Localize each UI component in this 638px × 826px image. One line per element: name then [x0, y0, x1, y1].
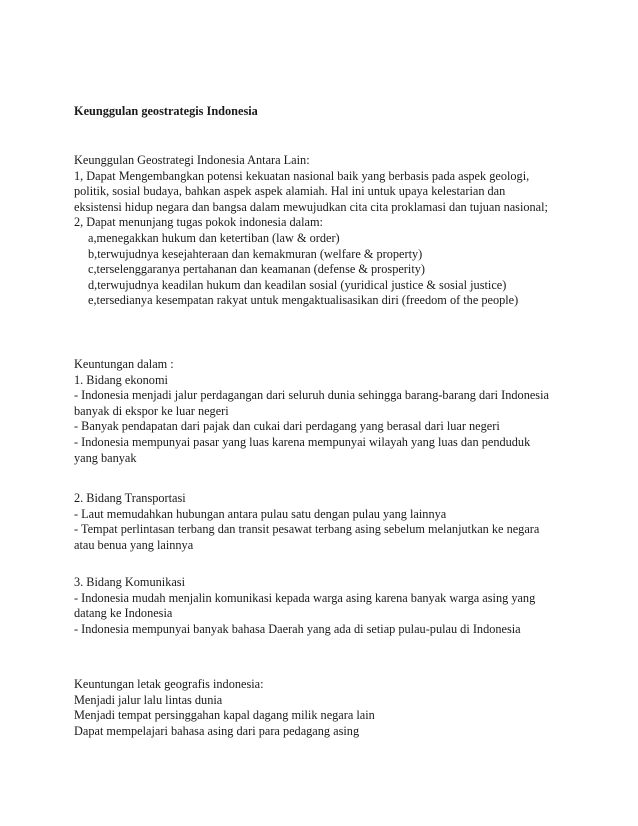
paragraph-line: yang banyak [74, 450, 137, 465]
geographic-advantages-section [74, 677, 574, 739]
paragraph-line: - Indonesia mempunyai banyak bahasa Daerah yang ada di setiap pulau-pulau di Indonesia [74, 621, 521, 636]
paragraph-line: - Laut memudahkan hubungan antara pulau satu dengan pulau yang lainnya [74, 506, 447, 521]
paragraph-line: banyak di ekspor ke luar negeri [74, 403, 229, 418]
paragraph-line: - Indonesia menjadi jalur perdagangan dari seluruh dunia sehingga barang-barang dari Indonesia [74, 388, 549, 403]
paragraph-line: eksistensi hidup negara dan bangsa dalam mewujudkan cita cita proklamasi dan tujuan nasional; [74, 199, 548, 214]
sub-list-item: d,terwujudnya keadilan hukum dan keadilan sosial (yuridical justice & sosial justice) [88, 277, 507, 292]
paragraph-line: 1. Bidang ekonomi [74, 372, 168, 387]
paragraph-line: Keuntungan dalam : [74, 357, 174, 371]
paragraph-line: - Tempat perlintasan terbang dan transit pesawat terbang asing sebelum melanjutkan ke negara [74, 522, 540, 537]
paragraph-line: politik, sosial budaya, bahkan aspek aspek alamiah. Hal ini untuk upaya kelestarian dan [74, 184, 506, 199]
paragraph-line: - Banyak pendapatan dari pajak dan cukai dari perdagang yang berasal dari luar negeri [74, 419, 500, 434]
paragraph-line: 2. Bidang Transportasi [74, 491, 186, 505]
paragraph-line: - Indonesia mudah menjalin komunikasi kepada warga asing karena banyak warga asing yang [74, 590, 536, 605]
paragraph-line: Keunggulan Geostrategi Indonesia Antara Lain: [74, 153, 310, 167]
paragraph-line: Menjadi tempat persinggahan kapal dagang milik negara lain [74, 708, 375, 723]
sub-list-item: b,terwujudnya kesejahteraan dan kemakmuran (welfare & property) [88, 246, 423, 261]
sub-list-item: c,terselenggaranya pertahanan dan keamanan (defense & prosperity) [88, 262, 425, 277]
paragraph-line: Dapat mempelajari bahasa asing dari para pedagang asing [74, 723, 360, 738]
economy-section [74, 357, 574, 466]
paragraph-line: - Indonesia mempunyai pasar yang luas karena mempunyai wilayah yang luas dan penduduk [74, 434, 531, 449]
paragraph-line: Keuntungan letak geografis indonesia: [74, 677, 264, 691]
paragraph-line: 3. Bidang Komunikasi [74, 575, 186, 589]
geostrategy-advantages-section [74, 153, 574, 309]
transport-section [74, 491, 574, 553]
document-title: Keunggulan geostrategis Indonesia [74, 104, 258, 118]
paragraph-line: atau benua yang lainnya [74, 537, 194, 552]
communication-section [74, 575, 574, 637]
sub-list-item: a,menegakkan hukum dan ketertiban (law & order) [88, 230, 340, 245]
paragraph-line: 2, Dapat menunjang tugas pokok indonesia dalam: [74, 215, 323, 230]
paragraph-line: datang ke Indonesia [74, 606, 173, 621]
paragraph-line: Menjadi jalur lalu lintas dunia [74, 692, 223, 707]
paragraph-line: 1, Dapat Mengembangkan potensi kekuatan nasional baik yang berbasis pada aspek geologi, [74, 168, 530, 183]
sub-list-item: e,tersedianya kesempatan rakyat untuk mengaktualisasikan diri (freedom of the people) [88, 293, 519, 308]
